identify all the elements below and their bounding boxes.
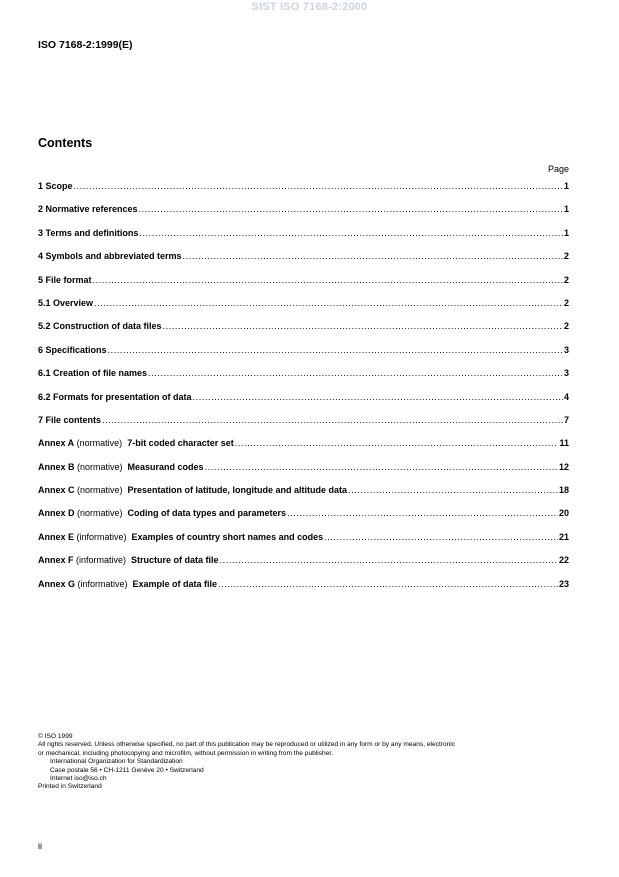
toc-dot-leader [183,251,563,261]
toc-entry[interactable] [38,251,569,274]
toc-entry-title: Coding of data types and parameters [127,508,287,519]
toc-dot-leader [74,181,563,191]
toc-entry-page: 20 [558,508,569,519]
toc-entry-page: 11 [559,438,569,449]
toc-entry[interactable] [38,204,569,227]
toc-annex-type: (normative) [77,461,128,472]
toc-entry-page: 23 [558,578,569,589]
toc-entry-title: 6 Specifications [38,344,107,355]
toc-annex-type: (informative) [76,555,132,566]
toc-annex-label: Annex G [38,578,78,589]
org-address: Case postale 56 • CH-1211 Genève 20 • Switzerland [50,766,204,774]
copyright-notice [38,733,578,792]
toc-entry-page: 2 [563,321,569,332]
toc-dot-leader [102,415,563,425]
toc-entry[interactable] [38,321,569,344]
toc-entry-title: 6.1 Creation of file names [38,368,148,379]
table-of-contents [38,181,569,602]
toc-annex-type: (informative) [77,578,133,589]
toc-annex-type: (normative) [77,508,128,519]
toc-entry-page: 1 [563,181,569,191]
toc-entry-page: 12 [558,461,569,472]
toc-annex-label: Annex A [38,438,77,449]
org-name: International Organization for Standardization [50,758,183,766]
toc-entry[interactable] [38,298,569,321]
toc-dot-leader [139,228,563,238]
toc-entry-page: 7 [563,414,569,425]
toc-entry-title: 5.1 Overview [38,297,94,308]
toc-entry[interactable] [38,508,569,531]
toc-entry-page: 3 [563,368,569,379]
toc-dot-leader [205,462,558,472]
toc-entry[interactable] [38,368,569,391]
toc-entry-title: Measurand codes [127,461,204,472]
toc-entry-title: 6.2 Formats for presentation of data [38,391,192,402]
toc-entry[interactable] [38,415,569,438]
toc-entry-title: 5 File format [38,274,92,285]
toc-entry-page: 22 [558,555,569,566]
toc-dot-leader [163,321,563,331]
toc-entry[interactable] [38,438,569,461]
toc-entry-title: 3 Terms and definitions [38,227,139,238]
toc-entry-page: 18 [558,485,569,496]
toc-annex-type: (informative) [76,531,132,542]
toc-entry-title: Structure of data file [131,555,219,566]
toc-entry-page: 2 [563,251,569,262]
toc-entry[interactable] [38,579,569,602]
org-internet: Internet iso@iso.ch [50,775,107,783]
toc-entry-page: 1 [563,204,569,215]
toc-entry[interactable] [38,345,569,368]
toc-dot-leader [94,298,563,308]
watermark: SIST ISO 7168-2:2000 [251,1,368,13]
toc-entry[interactable] [38,392,569,415]
toc-annex-label: Annex D [38,508,78,519]
rights-text-cont: or mechanical, including photocopying and microfilm, without permission in writing from the publisher. [38,749,334,757]
toc-entry-page: 4 [563,391,569,402]
toc-dot-leader [324,532,558,542]
toc-entry-title: Example of data file [132,578,218,589]
toc-dot-leader [220,555,558,565]
copyright-line: © ISO 1999 [38,733,73,740]
toc-annex-label: Annex B [38,461,78,472]
toc-annex-label: Annex F [38,555,77,566]
toc-entry[interactable] [38,485,569,508]
toc-annex-type: (normative) [77,485,128,496]
rights-text: All rights reserved. Unless otherwise specified, no part of this publication may be reproduced or utilized in any form or by any means, electronic [38,741,456,749]
toc-entry-title: 1 Scope [38,181,73,191]
toc-entry-title: 4 Symbols and abbreviated terms [38,251,182,262]
toc-annex-label: Annex C [38,485,78,496]
toc-entry-title: 5.2 Construction of data files [38,321,162,332]
toc-entry-page: 1 [563,227,569,238]
page-column-label: Page [547,164,569,174]
page-number: ii [38,841,42,851]
toc-entry-title: 7 File contents [38,414,102,425]
toc-dot-leader [218,579,558,589]
toc-entry[interactable] [38,462,569,485]
toc-entry[interactable] [38,532,569,555]
toc-entry-page: 21 [558,531,569,542]
toc-entry-page: 3 [563,344,569,355]
document-header: ISO 7168-2:1999(E) [38,39,133,51]
toc-entry-page: 2 [563,274,569,285]
toc-dot-leader [93,275,563,285]
toc-dot-leader [287,508,558,518]
toc-entry[interactable] [38,181,569,204]
toc-entry-title: 7-bit coded character set [127,438,234,449]
toc-dot-leader [148,368,563,378]
toc-dot-leader [348,485,558,495]
toc-entry[interactable] [38,555,569,578]
toc-dot-leader [139,204,563,214]
toc-entry-title: 2 Normative references [38,204,138,215]
toc-entry-page: 2 [563,297,569,308]
toc-entry[interactable] [38,275,569,298]
contents-title: Contents [38,136,93,150]
toc-dot-leader [193,392,563,402]
printed-in: Printed in Switzerland [38,783,102,791]
toc-entry-title: Presentation of latitude, longitude and altitude data [127,485,348,496]
toc-annex-label: Annex E [38,531,77,542]
toc-dot-leader [235,438,559,448]
toc-dot-leader [108,345,563,355]
toc-annex-type: (normative) [76,438,128,449]
toc-entry-title: Examples of country short names and codes [131,531,324,542]
toc-entry[interactable] [38,228,569,251]
